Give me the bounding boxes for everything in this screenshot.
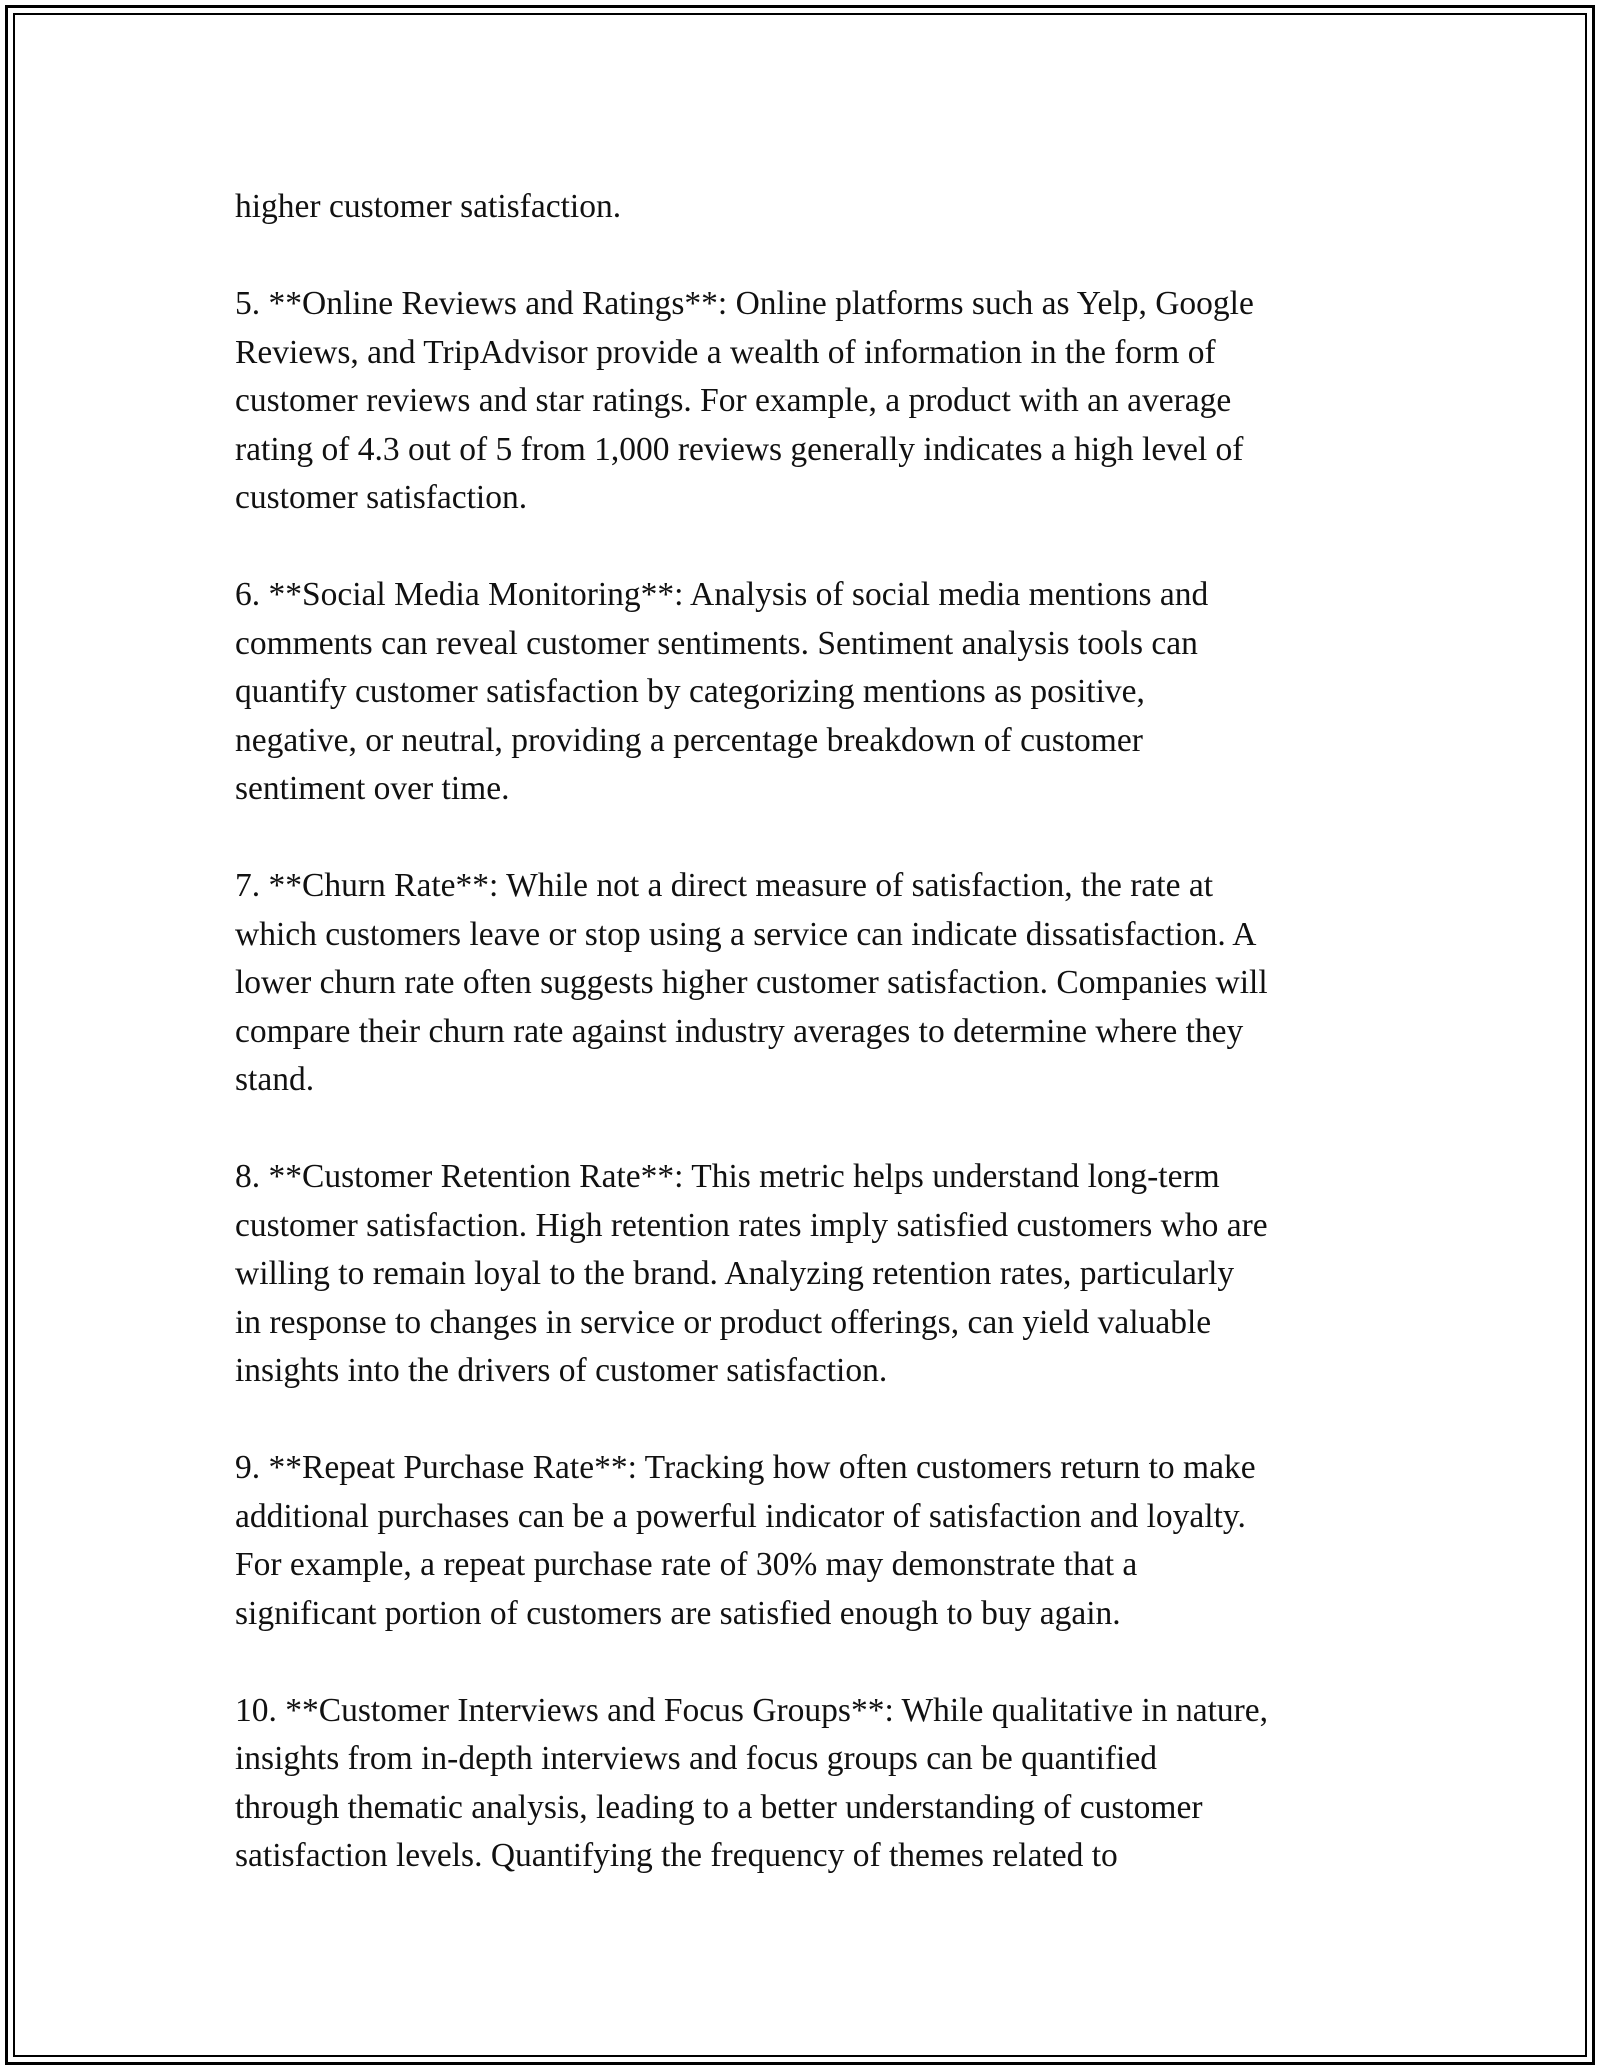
text-line: which customers leave or stop using a service can indicate dissatisfaction. A (235, 915, 1257, 953)
text-line: stand. (235, 1061, 315, 1098)
paragraph-churn-rate (235, 862, 1375, 1105)
text-line: For example, a repeat purchase rate of 30% may demonstrate that a (235, 1546, 1138, 1583)
text-line: 10. **Customer Interviews and Focus Groups**: While qualitative in nature, (235, 1691, 1269, 1729)
text-line: insights into the drivers of customer satisfaction. (235, 1352, 888, 1389)
paragraph-retention-rate (235, 1153, 1375, 1396)
text-line: negative, or neutral, providing a percentage breakdown of customer (235, 721, 1143, 759)
text-line: customer satisfaction. High retention rates imply satisfied customers who are (235, 1206, 1268, 1244)
text-line: satisfaction levels. Quantifying the frequency of themes related to (235, 1837, 1118, 1874)
text-line: customer reviews and star ratings. For example, a product with an average (235, 382, 1232, 419)
text-line: 5. **Online Reviews and Ratings**: Online platforms such as Yelp, Google (235, 285, 1254, 322)
text-line: 6. **Social Media Monitoring**: Analysis of social media mentions and (235, 576, 1209, 613)
text-line: higher customer satisfaction. (235, 188, 622, 225)
text-line: customer satisfaction. (235, 479, 528, 516)
text-line: compare their churn rate against industry averages to determine where they (235, 1012, 1244, 1050)
text-line: quantify customer satisfaction by categorizing mentions as positive, (235, 673, 1145, 710)
text-line: 7. **Churn Rate**: While not a direct measure of satisfaction, the rate at (235, 867, 1214, 904)
paragraph-online-reviews (235, 280, 1375, 523)
text-line: comments can reveal customer sentiments. Sentiment analysis tools can (235, 624, 1198, 662)
text-line: in response to changes in service or product offerings, can yield valuable (235, 1303, 1212, 1341)
text-line: rating of 4.3 out of 5 from 1,000 reviews generally indicates a high level of (235, 430, 1244, 468)
text-line: willing to remain loyal to the brand. Analyzing retention rates, particularly (235, 1255, 1235, 1292)
text-line: significant portion of customers are satisfied enough to buy again. (235, 1594, 1121, 1632)
text-line: insights from in-depth interviews and focus groups can be quantified (235, 1740, 1157, 1777)
text-line: 9. **Repeat Purchase Rate**: Tracking how often customers return to make (235, 1449, 1256, 1486)
document-body (235, 183, 1375, 1881)
paragraph-social-media (235, 571, 1375, 814)
text-line: sentiment over time. (235, 770, 510, 807)
text-line: Reviews, and TripAdvisor provide a wealth of information in the form of (235, 333, 1216, 371)
paragraph-continuation (235, 183, 1375, 232)
paragraph-repeat-purchase (235, 1444, 1375, 1638)
text-line: through thematic analysis, leading to a better understanding of customer (235, 1788, 1203, 1826)
paragraph-interviews-focus-groups (235, 1687, 1375, 1881)
text-line: lower churn rate often suggests higher customer satisfaction. Companies will (235, 964, 1268, 1001)
text-line: 8. **Customer Retention Rate**: This metric helps understand long-term (235, 1158, 1220, 1195)
text-line: additional purchases can be a powerful indicator of satisfaction and loyalty. (235, 1497, 1246, 1535)
